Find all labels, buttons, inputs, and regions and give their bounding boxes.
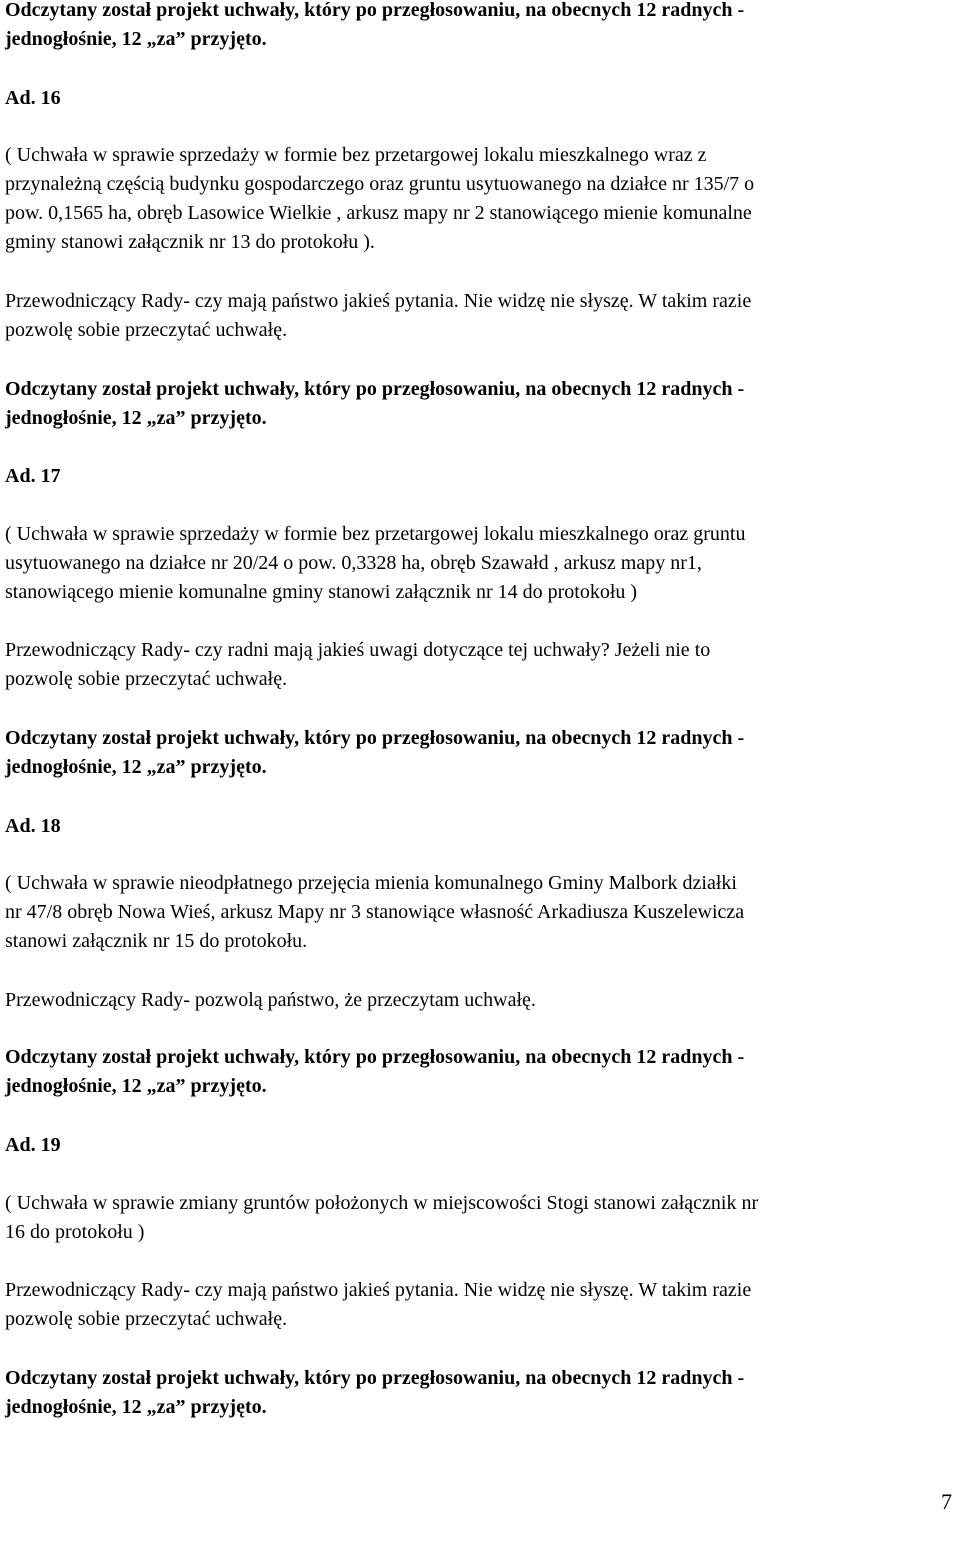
text-line: stanowiącego mienie komunalne gminy stanowi załącznik nr 14 do protokołu ) bbox=[5, 581, 638, 603]
text-line: pozwolę sobie przeczytać uchwałę. bbox=[5, 319, 288, 341]
text-line: Przewodniczący Rady- pozwolą państwo, że przeczytam uchwałę. bbox=[5, 989, 536, 1011]
bold-text-line: Ad. 19 bbox=[5, 1134, 61, 1156]
bold-text-line: jednogłośnie, 12 „za” przyjęto. bbox=[5, 756, 267, 778]
text-line: ( Uchwała w sprawie nieodpłatnego przejęcia mienia komunalnego Gminy Malbork działki bbox=[5, 872, 737, 894]
bold-text-line: Ad. 18 bbox=[5, 815, 61, 837]
text-line: pozwolę sobie przeczytać uchwałę. bbox=[5, 1308, 288, 1330]
text-line: gminy stanowi załącznik nr 13 do protokołu ). bbox=[5, 231, 375, 253]
text-line: usytuowanego na działce nr 20/24 o pow. 0,3328 ha, obręb Szawałd , arkusz mapy nr1, bbox=[5, 552, 702, 574]
bold-text-line: Ad. 17 bbox=[5, 465, 61, 487]
text-line: Przewodniczący Rady- czy mają państwo jakieś pytania. Nie widzę nie słyszę. W takim razie bbox=[5, 1279, 752, 1301]
bold-text-line: jednogłośnie, 12 „za” przyjęto. bbox=[5, 1075, 267, 1097]
bold-text-line: Odczytany został projekt uchwały, który po przegłosowaniu, na obecnych 12 radnych - bbox=[5, 1367, 745, 1389]
bold-text-line: Ad. 16 bbox=[5, 87, 61, 109]
text-line: stanowi załącznik nr 15 do protokołu. bbox=[5, 930, 308, 952]
text-line: nr 47/8 obręb Nowa Wieś, arkusz Mapy nr 3 stanowiące własność Arkadiusza Kuszelewicza bbox=[5, 901, 745, 923]
text-line: Przewodniczący Rady- czy radni mają jakieś uwagi dotyczące tej uchwały? Jeżeli nie to bbox=[5, 639, 711, 661]
text-line: przynależną częścią budynku gospodarczego oraz gruntu usytuowanego na działce nr 135/7 o bbox=[5, 173, 755, 195]
text-line: pozwolę sobie przeczytać uchwałę. bbox=[5, 668, 288, 690]
bold-text-line: Odczytany został projekt uchwały, który po przegłosowaniu, na obecnych 12 radnych - bbox=[5, 727, 745, 749]
text-line: ( Uchwała w sprawie sprzedaży w formie bez przetargowej lokalu mieszkalnego oraz gruntu bbox=[5, 523, 746, 545]
bold-text-line: Odczytany został projekt uchwały, który po przegłosowaniu, na obecnych 12 radnych - bbox=[5, 0, 745, 21]
text-line: 16 do protokołu ) bbox=[5, 1221, 145, 1243]
bold-text-line: jednogłośnie, 12 „za” przyjęto. bbox=[5, 407, 267, 429]
bold-text-line: jednogłośnie, 12 „za” przyjęto. bbox=[5, 1396, 267, 1418]
page-number: 7 bbox=[941, 1489, 952, 1514]
text-line: ( Uchwała w sprawie sprzedaży w formie bez przetargowej lokalu mieszkalnego wraz z bbox=[5, 144, 707, 166]
bold-text-line: Odczytany został projekt uchwały, który po przegłosowaniu, na obecnych 12 radnych - bbox=[5, 1046, 745, 1068]
bold-text-line: jednogłośnie, 12 „za” przyjęto. bbox=[5, 28, 267, 50]
bold-text-line: Odczytany został projekt uchwały, który po przegłosowaniu, na obecnych 12 radnych - bbox=[5, 378, 745, 400]
text-line: pow. 0,1565 ha, obręb Lasowice Wielkie , arkusz mapy nr 2 stanowiącego mienie komunalne bbox=[5, 202, 752, 224]
text-line: Przewodniczący Rady- czy mają państwo jakieś pytania. Nie widzę nie słyszę. W takim razie bbox=[5, 290, 752, 312]
text-line: ( Uchwała w sprawie zmiany gruntów położonych w miejscowości Stogi stanowi załącznik nr bbox=[5, 1192, 759, 1214]
